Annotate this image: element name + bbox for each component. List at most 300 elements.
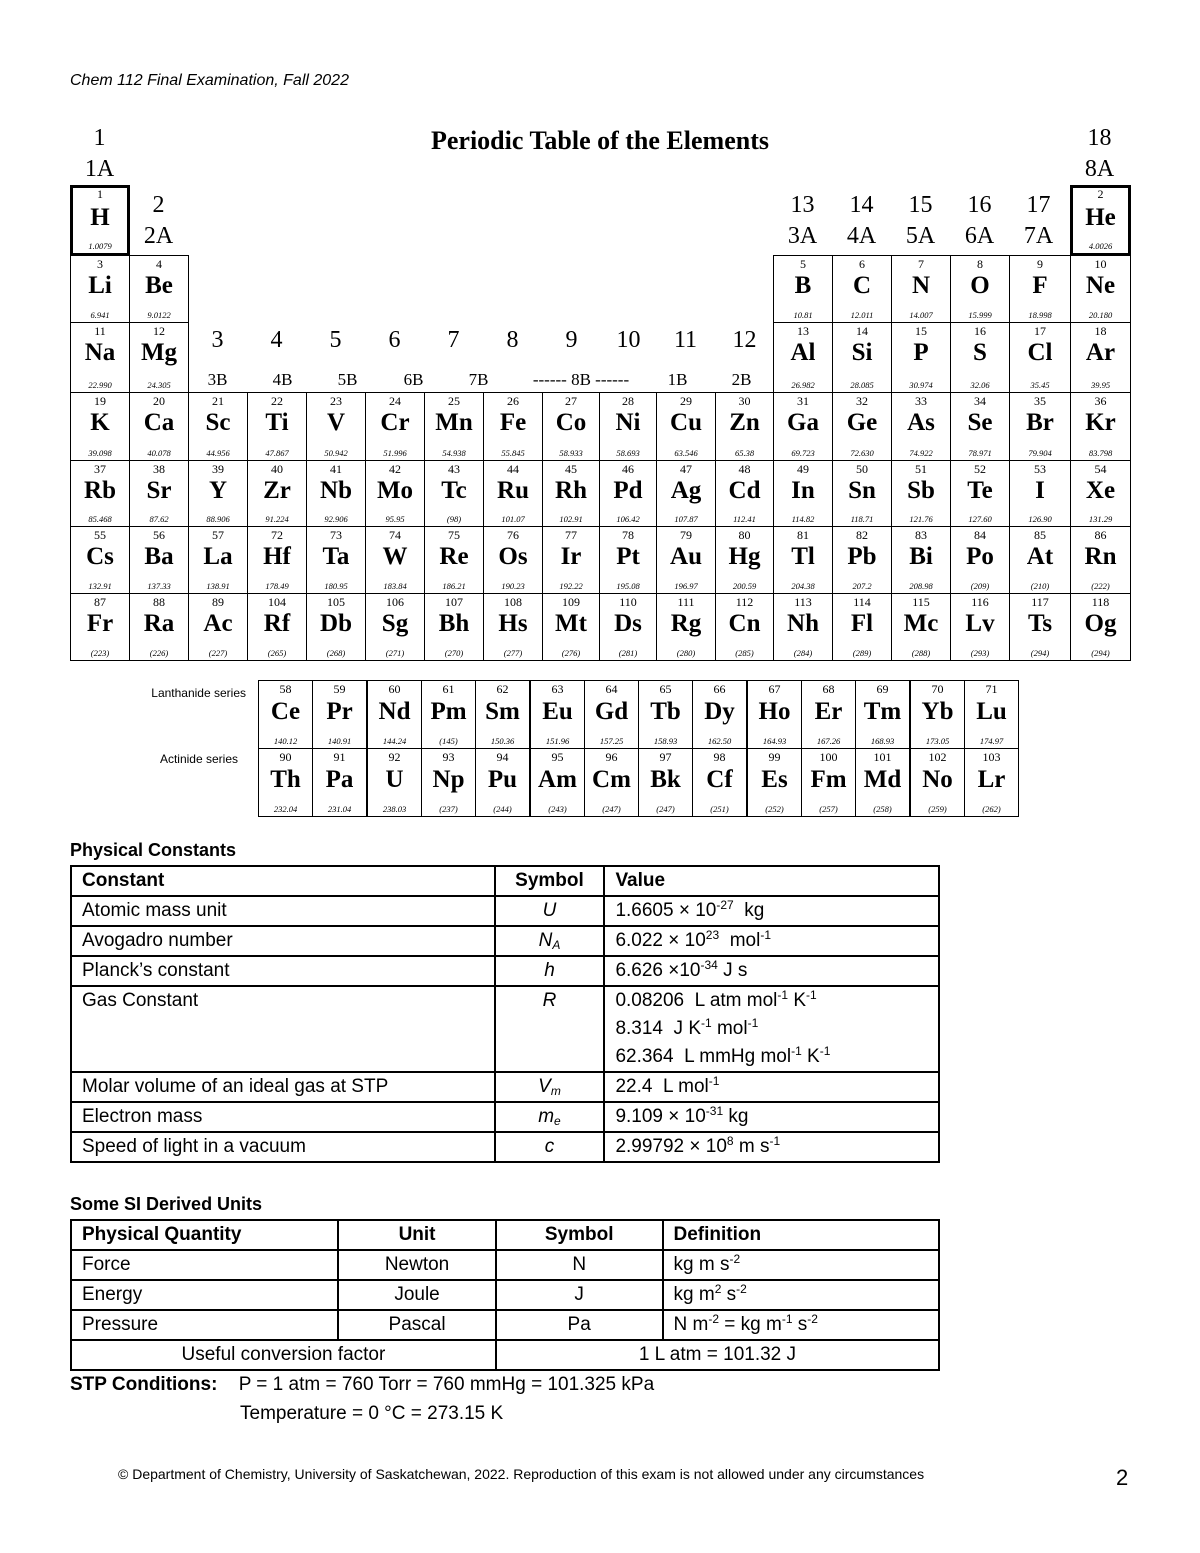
element-symbol: U — [385, 766, 404, 793]
element-cell-mc — [891, 593, 951, 661]
element-cell-w — [365, 526, 425, 594]
atomic-number: 114 — [853, 595, 871, 609]
si-units-table — [70, 1219, 940, 1371]
atomic-mass: 74.922 — [909, 448, 933, 458]
element-cell-br — [1009, 392, 1071, 461]
atomic-mass: 47.867 — [265, 448, 289, 458]
element-cell-cf — [692, 748, 747, 817]
conversion-value: 1 L atm = 101.32 J — [496, 1340, 939, 1370]
atomic-mass: (227) — [208, 648, 228, 658]
atomic-number: 34 — [974, 394, 986, 408]
atomic-mass: (252) — [765, 804, 784, 814]
element-cell-co — [542, 392, 600, 461]
atomic-number: 112 — [735, 595, 754, 609]
atomic-number: 22 — [271, 394, 283, 408]
element-symbol: Sn — [848, 477, 876, 504]
atomic-mass: (281) — [618, 648, 638, 658]
element-cell-v — [306, 392, 366, 461]
element-symbol: Dy — [704, 698, 735, 725]
element-symbol: Mo — [376, 477, 414, 504]
element-symbol: Pm — [430, 698, 467, 725]
element-cell-pu — [475, 748, 530, 817]
atomic-number: 70 — [931, 682, 944, 696]
atomic-number: 84 — [974, 528, 986, 542]
atomic-mass: (145) — [439, 736, 458, 746]
atomic-mass: (268) — [326, 648, 346, 658]
atomic-number: 69 — [876, 682, 889, 696]
element-symbol: Br — [1026, 409, 1054, 436]
element-symbol: Ni — [615, 409, 641, 436]
atomic-number: 21 — [212, 394, 224, 408]
definition-cell: N $m^{-2}$ = kg $m^{-1}$ $s^{-2}$ — [663, 1310, 940, 1340]
constant-value: $9.109 \times 10^{-31}$ kg — [604, 1102, 939, 1132]
atomic-number: 59 — [333, 682, 346, 696]
atomic-number: 15 — [915, 324, 927, 338]
element-cell-rh — [542, 460, 600, 527]
element-symbol: Er — [814, 698, 843, 725]
header-value: Value — [604, 866, 939, 896]
atomic-mass: 55.845 — [501, 448, 525, 458]
element-cell-po — [950, 526, 1010, 594]
atomic-mass: 150.36 — [490, 736, 515, 746]
element-symbol: Ir — [560, 543, 582, 570]
table-row — [71, 1132, 939, 1162]
element-cell-y — [188, 460, 248, 527]
atomic-number: 48 — [738, 462, 751, 476]
element-symbol: Np — [432, 766, 465, 793]
atomic-number: 39 — [212, 462, 224, 476]
element-symbol: Ga — [787, 409, 819, 436]
element-cell-es — [747, 748, 802, 817]
table-row — [71, 956, 939, 986]
constant-value: 0.08206 L atm mol$^{-1}$ $K^{-1}$ 8.314 J $K^{-1}$ mol$^{-1}$ 62.364 L mmHg mol$^{-1}$ $K^{-1}$ — [604, 986, 939, 1072]
group-6a-label: 6A — [964, 223, 995, 249]
constant-name: Electron mass — [71, 1102, 495, 1132]
atomic-number: 77 — [565, 528, 577, 542]
element-cell-sb — [891, 460, 951, 527]
constant-symbol: U — [495, 896, 605, 926]
element-cell-dy — [692, 680, 747, 749]
atomic-number: 60 — [388, 682, 401, 696]
element-cell-la — [188, 526, 248, 594]
element-symbol: Lr — [977, 766, 1006, 793]
unit-cell: Joule — [338, 1280, 496, 1310]
symbol-cell: J — [496, 1280, 663, 1310]
element-symbol: Mg — [140, 339, 178, 366]
atomic-mass: 63.546 — [674, 448, 698, 458]
table-row — [71, 866, 939, 896]
element-cell-mn — [424, 392, 484, 461]
atomic-number: 107 — [445, 595, 463, 609]
atomic-mass: (209) — [970, 581, 990, 591]
element-symbol: S — [973, 339, 987, 366]
atomic-number: 80 — [738, 528, 751, 542]
atomic-mass: 39.098 — [88, 448, 112, 458]
element-symbol: Nb — [320, 477, 352, 504]
atomic-number: 88 — [153, 595, 165, 609]
atomic-number: 95 — [551, 750, 564, 764]
atomic-number: 86 — [1094, 528, 1107, 542]
atomic-mass: 180.95 — [324, 581, 348, 591]
element-cell-tl — [773, 526, 833, 594]
element-symbol: Fm — [810, 766, 847, 793]
element-cell-re — [424, 526, 484, 594]
atomic-number: 10 — [1094, 257, 1107, 271]
atomic-mass: 106.42 — [616, 514, 640, 524]
atomic-number: 78 — [622, 528, 634, 542]
atomic-mass: 54.938 — [442, 448, 466, 458]
element-symbol: Mt — [555, 610, 587, 637]
atomic-number: 20 — [153, 394, 165, 408]
atomic-mass: (277) — [503, 648, 523, 658]
atomic-mass: 88.906 — [206, 514, 230, 524]
constant-name: Molar volume of an ideal gas at STP — [71, 1072, 495, 1102]
element-cell-ga — [773, 392, 833, 461]
element-symbol: Ba — [144, 543, 174, 570]
element-cell-bk — [638, 748, 693, 817]
element-symbol: Rf — [263, 610, 291, 637]
atomic-number: 115 — [912, 595, 930, 609]
group-3a-label: 3A — [787, 223, 818, 249]
element-cell-db — [306, 593, 366, 661]
element-symbol: Eu — [542, 698, 573, 725]
unit-cell: Newton — [338, 1250, 496, 1280]
element-cell-cu — [656, 392, 716, 461]
atomic-mass: 162.50 — [707, 736, 732, 746]
atomic-number: 97 — [659, 750, 672, 764]
element-symbol: Rb — [84, 477, 116, 504]
atomic-number: 18 — [1094, 324, 1107, 338]
atomic-mass: (285) — [735, 648, 754, 658]
atomic-number: 8 — [977, 257, 983, 271]
group-1b-label: 1B — [667, 370, 688, 389]
atomic-mass: 114.82 — [791, 514, 815, 524]
atomic-mass: 173.05 — [925, 736, 950, 746]
atomic-number: 93 — [442, 750, 455, 764]
element-cell-pa — [312, 748, 367, 817]
group-15-label: 15 — [908, 192, 933, 218]
atomic-number: 29 — [680, 394, 692, 408]
atomic-mass: 91.224 — [265, 514, 289, 524]
element-symbol: W — [382, 543, 408, 570]
element-cell-k — [70, 392, 130, 461]
stp-conditions — [70, 1374, 654, 1396]
atomic-mass: (294) — [1030, 648, 1050, 658]
atomic-mass: 158.93 — [653, 736, 678, 746]
constant-name: Atomic mass unit — [71, 896, 495, 926]
table-row — [71, 1102, 939, 1132]
atomic-mass: 138.91 — [206, 581, 230, 591]
element-symbol: B — [794, 272, 812, 299]
element-symbol: Cn — [728, 610, 761, 637]
element-symbol: Bk — [650, 766, 681, 793]
atomic-mass: (284) — [793, 648, 813, 658]
element-symbol: Pd — [613, 477, 643, 504]
element-symbol: Tb — [650, 698, 681, 725]
atomic-number: 14 — [856, 324, 868, 338]
atomic-number: 36 — [1094, 394, 1107, 408]
atomic-number: 83 — [915, 528, 927, 542]
element-cell-ts — [1009, 593, 1071, 661]
atomic-mass: 87.62 — [149, 514, 169, 524]
header-unit: Unit — [338, 1220, 496, 1250]
element-cell-os — [483, 526, 543, 594]
constant-symbol: R — [495, 986, 605, 1072]
constant-name: Planck’s constant — [71, 956, 495, 986]
atomic-mass: 69.723 — [791, 448, 815, 458]
atomic-number: 94 — [496, 750, 509, 764]
element-symbol: Sg — [381, 610, 409, 637]
page-header: Chem 112 Final Examination, Fall 2022 — [70, 72, 349, 89]
element-cell-eu — [530, 680, 585, 749]
atomic-number: 101 — [873, 750, 892, 764]
element-cell-mt — [542, 593, 600, 661]
atomic-number: 51 — [915, 462, 927, 476]
element-symbol: Lv — [965, 610, 995, 637]
element-cell-ni — [599, 392, 657, 461]
constant-value: $6.626 \times 10^{-34}$ J s — [604, 956, 939, 986]
element-symbol: Ho — [758, 698, 791, 725]
atomic-mass: 126.90 — [1028, 514, 1052, 524]
atomic-number: 85 — [1034, 528, 1046, 542]
element-symbol: Ce — [270, 698, 301, 725]
element-cell-ag — [656, 460, 716, 527]
atomic-number: 57 — [212, 528, 224, 542]
element-cell-xe — [1070, 460, 1131, 527]
atomic-mass: 174.97 — [979, 736, 1004, 746]
atomic-number: 40 — [271, 462, 283, 476]
element-symbol: F — [1032, 272, 1048, 299]
atomic-mass: 192.22 — [559, 581, 583, 591]
element-cell-cm — [584, 748, 639, 817]
element-cell-he — [1070, 185, 1131, 256]
element-symbol: Au — [670, 543, 702, 570]
atomic-mass: 137.33 — [147, 581, 171, 591]
atomic-mass: 65.38 — [734, 448, 755, 458]
table-row — [71, 1220, 939, 1250]
atomic-number: 105 — [327, 595, 345, 609]
element-symbol: Th — [270, 766, 301, 793]
unit-cell: Pascal — [338, 1310, 496, 1340]
atomic-mass: 83.798 — [1088, 448, 1113, 458]
atomic-mass: 196.97 — [674, 581, 698, 591]
element-symbol: H — [90, 204, 110, 231]
element-cell-ge — [832, 392, 892, 461]
atomic-mass: 157.25 — [599, 736, 624, 746]
element-symbol: Tc — [441, 477, 467, 504]
atomic-number: 90 — [279, 750, 292, 764]
element-symbol: Ti — [265, 409, 289, 436]
element-symbol: Y — [208, 477, 228, 504]
element-cell-fl — [832, 593, 892, 661]
atomic-number: 99 — [768, 750, 781, 764]
constant-symbol: c — [495, 1132, 605, 1162]
quantity-cell: Energy — [71, 1280, 338, 1310]
element-cell-pm — [421, 680, 476, 749]
group-8b-label: ------ 8B ------ — [532, 370, 630, 389]
element-cell-si — [832, 322, 892, 393]
element-cell-p — [891, 322, 951, 393]
element-symbol: Lu — [976, 698, 1007, 725]
element-cell-cn — [715, 593, 774, 661]
element-symbol: Pr — [326, 698, 353, 725]
atomic-mass: 121.76 — [909, 514, 933, 524]
element-cell-th — [258, 748, 313, 817]
si-units-title: Some SI Derived Units — [70, 1194, 263, 1214]
atomic-mass: 131.29 — [1088, 514, 1113, 524]
element-symbol: Es — [761, 766, 788, 793]
actinide-series-label: Actinide series — [159, 752, 238, 766]
element-symbol: Zn — [729, 409, 760, 436]
element-cell-cl — [1009, 322, 1071, 393]
atomic-mass: 183.84 — [383, 581, 407, 591]
atomic-mass: 35.45 — [1030, 380, 1050, 390]
periodic-table-title: Periodic Table of the Elements — [431, 126, 769, 155]
element-symbol: P — [913, 339, 929, 366]
header-symbol: Symbol — [495, 866, 605, 896]
atomic-number: 81 — [797, 528, 809, 542]
atomic-mass: 10.81 — [793, 310, 813, 320]
atomic-number: 109 — [562, 595, 580, 609]
atomic-mass: 85.468 — [88, 514, 112, 524]
element-cell-ca — [129, 392, 189, 461]
element-symbol: He — [1085, 204, 1116, 231]
element-cell-nh — [773, 593, 833, 661]
element-cell-al — [773, 322, 833, 393]
atomic-mass: (258) — [873, 804, 892, 814]
atomic-number: 75 — [448, 528, 460, 542]
atomic-mass: 72.630 — [850, 448, 874, 458]
atomic-mass: (257) — [819, 804, 838, 814]
symbol-cell: N — [496, 1250, 663, 1280]
atomic-mass: 195.08 — [616, 581, 640, 591]
constant-value: 22.4 L mol$^{-1}$ — [604, 1072, 939, 1102]
element-symbol: Og — [1084, 610, 1117, 637]
atomic-number: 82 — [856, 528, 868, 542]
group-6-label: 6 — [388, 327, 401, 353]
header-definition: Definition — [663, 1220, 940, 1250]
element-cell-se — [950, 392, 1010, 461]
element-symbol: Gd — [594, 698, 629, 725]
element-symbol: Te — [967, 477, 993, 504]
element-symbol: N — [911, 272, 931, 299]
atomic-number: 67 — [768, 682, 781, 696]
element-cell-c — [832, 255, 892, 323]
atomic-mass: (251) — [710, 804, 729, 814]
element-symbol: Am — [538, 766, 577, 793]
element-symbol: Na — [84, 339, 116, 366]
element-symbol: Pa — [325, 766, 354, 793]
atomic-number: 98 — [713, 750, 726, 764]
atomic-number: 9 — [1037, 257, 1043, 271]
atomic-number: 41 — [330, 462, 342, 476]
atomic-number: 5 — [800, 257, 806, 271]
constant-name: Speed of light in a vacuum — [71, 1132, 495, 1162]
atomic-number: 2 — [1097, 187, 1104, 201]
element-cell-cs — [70, 526, 130, 594]
element-symbol: Ds — [614, 610, 642, 637]
element-symbol: Se — [967, 409, 993, 436]
atomic-number: 61 — [442, 682, 455, 696]
element-cell-cd — [715, 460, 774, 527]
element-cell-bi — [891, 526, 951, 594]
group-11-label: 11 — [673, 327, 698, 353]
atomic-mass: 144.24 — [382, 736, 407, 746]
element-cell-na — [70, 322, 130, 393]
element-cell-fr — [70, 593, 130, 661]
element-symbol: K — [90, 409, 110, 436]
element-cell-lv — [950, 593, 1010, 661]
element-symbol: Sc — [205, 409, 231, 436]
atomic-mass: 22.990 — [88, 380, 112, 390]
atomic-number: 12 — [153, 324, 165, 338]
element-symbol: Pt — [616, 543, 640, 570]
atomic-number: 31 — [797, 394, 809, 408]
atomic-number: 55 — [94, 528, 106, 542]
element-symbol: Mn — [435, 409, 473, 436]
atomic-number: 16 — [974, 324, 986, 338]
element-symbol: Ge — [846, 409, 878, 436]
element-symbol: Mc — [903, 610, 939, 637]
atomic-mass: (222) — [1091, 581, 1110, 591]
element-symbol: Sr — [146, 477, 172, 504]
atomic-mass: 78.971 — [968, 448, 992, 458]
element-cell-ce — [258, 680, 313, 749]
atomic-mass: 95.95 — [385, 514, 405, 524]
constant-value: $2.99792 \times 10^8$ m $s^{-1}$ — [604, 1132, 939, 1162]
element-symbol: Po — [966, 543, 994, 570]
element-symbol: Li — [88, 272, 112, 299]
atomic-number: 116 — [971, 595, 989, 609]
atomic-mass: 4.0026 — [1088, 241, 1113, 251]
atomic-number: 44 — [507, 462, 519, 476]
atomic-number: 79 — [680, 528, 692, 542]
element-cell-pt — [599, 526, 657, 594]
atomic-number: 32 — [856, 394, 868, 408]
atomic-mass: (98) — [446, 514, 462, 524]
atomic-mass: 151.96 — [545, 736, 570, 746]
atomic-mass: 112.41 — [733, 514, 756, 524]
element-cell-li — [70, 255, 130, 323]
atomic-mass: 44.956 — [206, 448, 230, 458]
group-3b-label: 3B — [207, 370, 228, 389]
element-symbol: Sm — [485, 698, 520, 725]
atomic-mass: 51.996 — [383, 448, 407, 458]
atomic-mass: (210) — [1030, 581, 1050, 591]
atomic-mass: (247) — [602, 804, 621, 814]
element-symbol: Md — [863, 766, 902, 793]
atomic-mass: (247) — [656, 804, 675, 814]
atomic-mass: 204.38 — [791, 581, 815, 591]
atomic-mass: 58.693 — [616, 448, 640, 458]
element-symbol: Sb — [907, 477, 935, 504]
atomic-number: 35 — [1034, 394, 1046, 408]
atomic-mass: (271) — [385, 648, 405, 658]
atomic-number: 92 — [388, 750, 401, 764]
element-symbol: Os — [498, 543, 528, 570]
element-cell-hg — [715, 526, 774, 594]
element-symbol: Hg — [728, 543, 761, 570]
atomic-mass: 30.974 — [909, 380, 933, 390]
group-2-label: 2 — [152, 192, 165, 218]
element-cell-cr — [365, 392, 425, 461]
element-cell-sr — [129, 460, 189, 527]
constant-symbol: $m_e$ — [495, 1102, 605, 1132]
atomic-number: 96 — [605, 750, 618, 764]
element-cell-ra — [129, 593, 189, 661]
constant-name: Avogadro number — [71, 926, 495, 956]
atomic-mass: 207.2 — [852, 581, 872, 591]
